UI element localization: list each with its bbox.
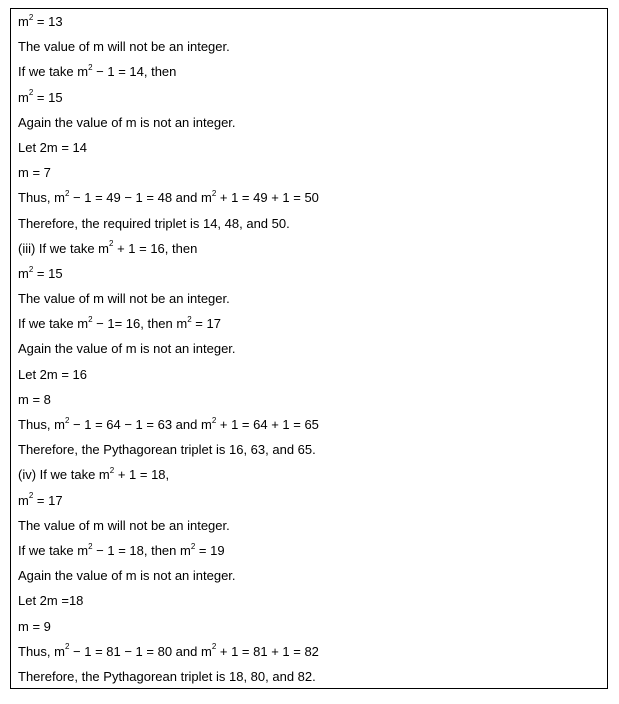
text-run: The value of m will not be an integer. [18,517,230,533]
superscript: 2 [190,541,196,551]
text-run: Again the value of m is not an integer. [18,568,236,584]
text-line [18,311,603,336]
text-run: Let 2m = 16 [18,366,88,382]
text-line [18,588,603,613]
text-run: m = 9 [18,618,51,634]
text-run: m [18,265,29,281]
text-line [18,34,603,59]
superscript: 2 [88,314,93,324]
text-line [18,211,603,236]
text-run: = 17 [191,316,221,332]
text-line [18,135,603,160]
superscript: 2 [28,491,34,501]
text-run: If we take m [18,64,89,80]
text-run: − 1 = 64 − 1 = 63 and m [69,417,212,432]
text-run: + 1 = 49 + 1 = 50 [216,190,319,206]
text-run: = 15 [33,265,63,281]
solution-lines [18,9,603,689]
text-line [18,160,603,185]
text-line [18,538,603,563]
text-run: m [18,492,29,508]
text-line [18,437,603,462]
text-run: m = 8 [18,391,51,407]
text-run: m [18,89,29,105]
text-run: Let 2m =18 [18,593,84,609]
superscript: 2 [64,188,70,198]
text-line [18,336,603,361]
text-line [18,9,603,34]
superscript: 2 [28,88,34,98]
text-run: + 1 = 18, [114,467,170,483]
text-line [18,488,603,513]
text-line [18,664,603,689]
text-run: m = 7 [18,165,51,181]
text-line [18,614,603,639]
text-run: If we take m [18,316,89,332]
superscript: 2 [28,12,34,22]
text-run: − 1 = 18, then m [92,542,191,558]
text-run: − 1 = 49 − 1 = 48 and m [69,190,212,206]
text-run: − 1= 16, then m [92,316,188,332]
text-line [18,261,603,286]
text-line [18,85,603,110]
text-run: Again the value of m is not an integer. [18,341,236,357]
text-run: = 17 [33,492,63,508]
superscript: 2 [28,264,34,274]
text-run: m [18,14,29,29]
text-line [18,412,603,437]
text-line [18,513,603,538]
text-run: Again the value of m is not an integer. [18,114,236,130]
text-line [18,462,603,487]
text-run: + 1 = 16, then [113,240,198,256]
text-run: Therefore, the required triplet is 14, 48, and 50. [18,215,290,231]
text-run: = 13 [33,14,63,29]
superscript: 2 [211,188,217,198]
text-run: If we take m [18,542,89,558]
text-run: − 1 = 14, then [92,64,177,80]
superscript: 2 [211,415,217,425]
text-run: The value of m will not be an integer. [18,39,230,55]
text-run: The value of m will not be an integer. [18,291,230,307]
superscript: 2 [88,63,93,73]
text-line [18,362,603,387]
text-line [18,59,603,84]
superscript: 2 [64,642,70,652]
superscript: 2 [88,541,93,551]
superscript: 2 [187,314,192,324]
text-line [18,639,603,664]
text-line [18,110,603,135]
text-run: Therefore, the Pythagorean triplet is 18, 80, and 82. [18,668,316,684]
text-run: Thus, m [18,190,65,206]
text-run: − 1 = 81 − 1 = 80 and m [69,643,212,659]
text-run: + 1 = 81 + 1 = 82 [216,643,319,659]
text-run: = 19 [195,542,225,558]
text-run: Therefore, the Pythagorean triplet is 16, 63, and 65. [18,442,316,458]
superscript: 2 [109,466,115,476]
text-run: = 15 [33,89,63,105]
solution-box [10,8,608,689]
text-run: Let 2m = 14 [18,139,88,155]
text-run: Thus, m [18,643,65,659]
text-line [18,185,603,210]
superscript: 2 [211,642,217,652]
superscript: 2 [109,239,114,249]
text-run: (iv) If we take m [18,467,110,483]
text-line [18,387,603,412]
superscript: 2 [64,415,70,425]
text-line [18,236,603,261]
text-run: Thus, m [18,417,65,432]
text-run: + 1 = 64 + 1 = 65 [216,417,319,432]
text-run: (iii) If we take m [18,240,110,256]
text-line [18,563,603,588]
text-line [18,286,603,311]
